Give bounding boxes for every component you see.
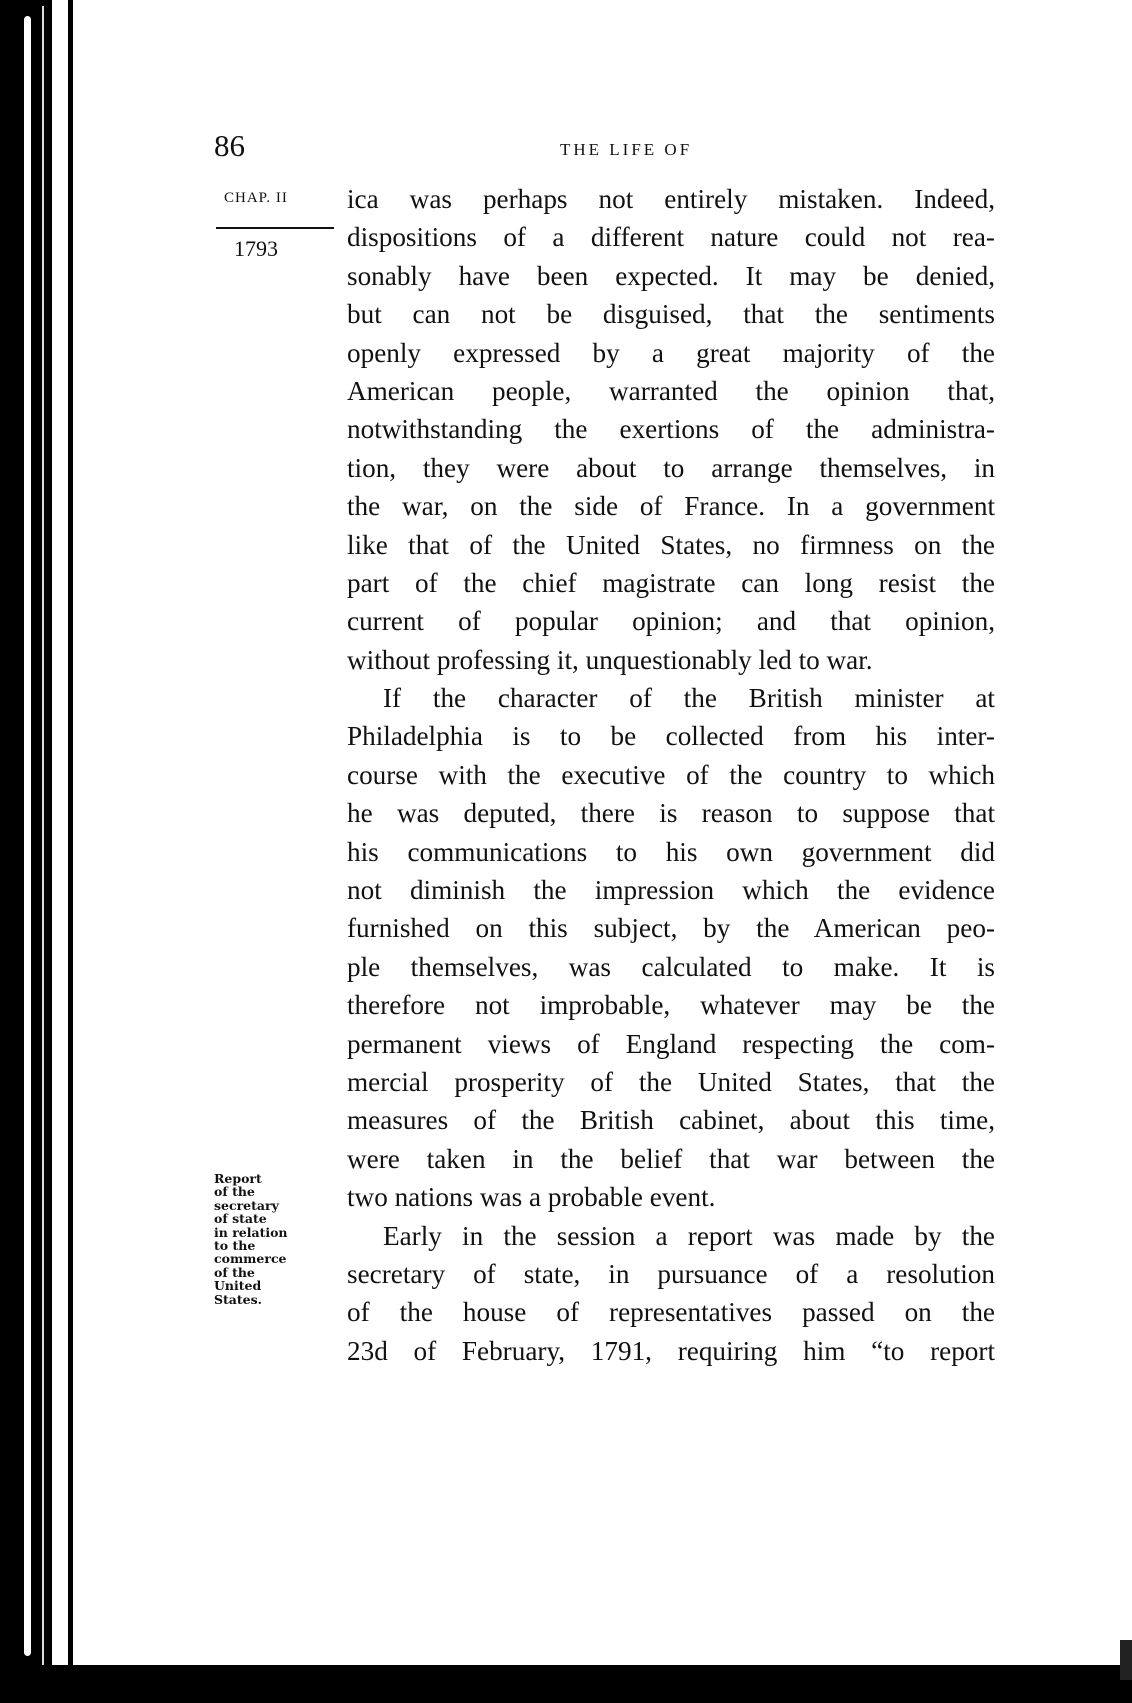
margin-year: 1793 xyxy=(234,236,278,261)
sidenote-line: secretary xyxy=(214,1197,279,1213)
text-line: notwithstanding the exertions of the administra- xyxy=(347,414,995,445)
sidenote-line: Report xyxy=(214,1171,262,1186)
text-line: not diminish the impression which the evidence xyxy=(347,875,995,906)
sidenote-line: United xyxy=(214,1278,262,1294)
margin-chapter: CHAP. II xyxy=(224,190,288,206)
text-line: mercial prosperity of the United States, that the xyxy=(347,1066,995,1097)
text-line: measures of the British cabinet, about this time, xyxy=(347,1105,995,1136)
binding-highlight xyxy=(24,16,31,1656)
sidenote-line: of state xyxy=(214,1211,267,1227)
paragraph xyxy=(347,1217,995,1371)
sidenote-line: commerce xyxy=(214,1251,287,1267)
book-binding-edge xyxy=(0,0,52,1703)
text-line: American people, warranted the opinion that, xyxy=(347,375,995,406)
sidenote-line: to the xyxy=(214,1238,256,1254)
paragraph xyxy=(347,180,995,679)
text-line: sonably have been expected. It may be denied, xyxy=(347,260,995,291)
text-line: openly expressed by a great majority of the xyxy=(347,337,995,368)
text-line: furnished on this subject, by the American peo- xyxy=(347,913,995,944)
margin-rule xyxy=(216,227,334,229)
text-line: like that of the United States, no firmness on the xyxy=(347,529,995,560)
text-line: but can not be disguised, that the sentiments xyxy=(347,299,995,330)
text-line: of the house of representatives passed on the xyxy=(347,1297,995,1328)
page-number: 86 xyxy=(214,128,245,163)
page-bottom-shadow xyxy=(0,1665,1132,1703)
binding-line xyxy=(42,6,44,1666)
text-line: he was deputed, there is reason to suppose that xyxy=(347,798,995,829)
paragraph xyxy=(347,679,995,1216)
text-line: current of popular opinion; and that opinion, xyxy=(347,606,995,637)
text-line: permanent views of England respecting the com- xyxy=(347,1028,995,1059)
sidenote-line: in relation xyxy=(214,1224,288,1240)
page-corner-edge xyxy=(1120,1640,1132,1680)
text-line: secretary of state, in pursuance of a resolution xyxy=(347,1258,995,1289)
sidenote-line: of the xyxy=(214,1184,255,1200)
text-line: two nations was a probable event. xyxy=(347,1182,716,1213)
text-line: dispositions of a different nature could not rea- xyxy=(347,222,995,253)
sidenote-line: States. xyxy=(214,1291,263,1307)
sidenote-line: of the xyxy=(214,1264,255,1280)
margin-sidenote xyxy=(214,1172,314,1306)
text-line: course with the executive of the country to which xyxy=(347,759,995,790)
text-line: were taken in the belief that war between the xyxy=(347,1143,995,1174)
text-line: therefore not improbable, whatever may be the xyxy=(347,990,995,1021)
text-line: ica was perhaps not entirely mistaken. Indeed, xyxy=(347,184,995,214)
text-line: tion, they were about to arrange themselves, in xyxy=(347,452,995,483)
text-line: ple themselves, was calculated to make. It is xyxy=(347,951,995,982)
page-gutter-shadow xyxy=(68,0,73,1670)
running-head: THE LIFE OF xyxy=(560,140,693,159)
text-line: the war, on the side of France. In a government xyxy=(347,491,995,522)
text-line: without professing it, unquestionably led to war. xyxy=(347,644,873,675)
text-line: If the character of the British minister at xyxy=(383,683,995,714)
text-line: 23d of February, 1791, requiring him “to report xyxy=(347,1335,995,1366)
text-line: Early in the session a report was made by the xyxy=(383,1220,995,1251)
text-line: his communications to his own government did xyxy=(347,836,995,867)
body-text xyxy=(347,180,995,1370)
text-line: Philadelphia is to be collected from his inter- xyxy=(347,721,995,752)
text-line: part of the chief magistrate can long resist the xyxy=(347,567,995,598)
